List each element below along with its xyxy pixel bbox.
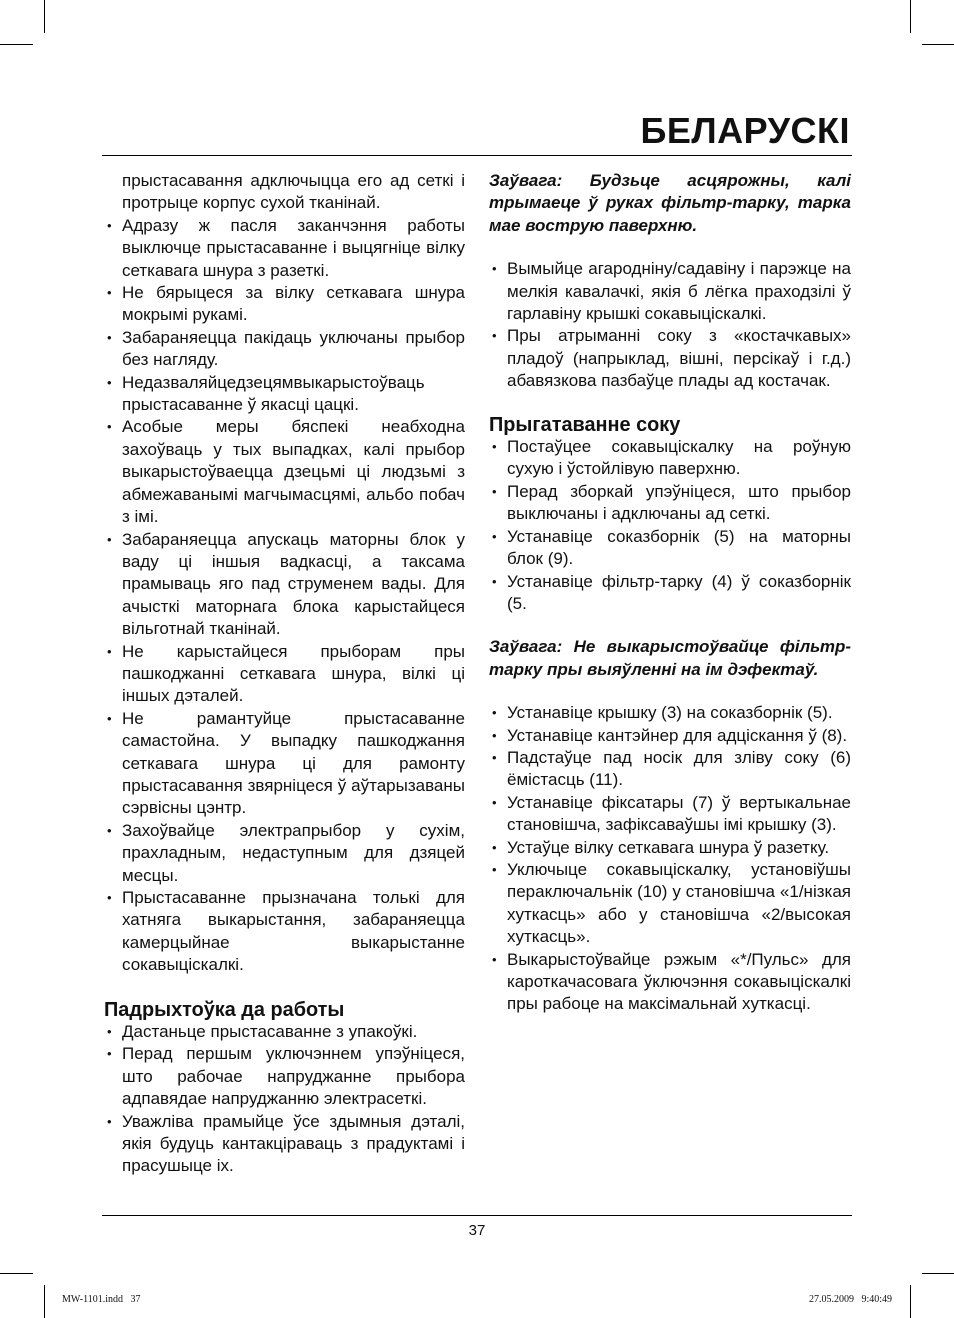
list-item: • Устанавіце фільтр-тарку (4) ў соказборнік (5. [489,571,851,616]
list-item: • Не карыстайцеся прыборам пры пашкоджанні сеткавага шнура, вілкі ці іншых дэталей. [104,641,465,708]
crop-mark [44,1285,45,1318]
crop-mark [922,1273,954,1274]
bottom-rule [102,1215,852,1216]
slug-timestamp: 27.05.2009 9:40:49 [808,1294,892,1305]
list-item: • Устанавіце соказборнік (5) на маторны блок (9). [489,526,851,571]
continuation-paragraph: прыстасавання адключыцца его ад сеткі і протрыце корпус сухой тканінай. [122,171,465,213]
crop-mark [0,1273,33,1274]
page-number: 37 [468,1222,486,1239]
note-grater-warning: Заўвага: Будзьце асцярожны, калі трымаеце ў руках фільтр-тарку, тарка мае вострую паверхню. [489,171,851,235]
crop-mark [44,0,45,33]
assembly-list [489,702,851,1016]
list-item: • Падстаўце пад носік для зліву соку (6) ёмістасць (11). [489,747,851,792]
list-item: • Забараняецца пакідаць уключаны прыбор без нагляду. [104,327,465,372]
list-item: • Вымыйце агароднiну/садавiну і парэжце на мелкія кавалачкі, якія б лёгка праходзілі ў гарлавіну крышкі сокавыціскалкі. [489,258,851,325]
list-item: • Устанавіце крышку (3) на соказборнік (5). [489,702,851,724]
note-grater-defect: Заўвага: Не выкарыстоўвайце фільтр-тарку пры выяўленні на ім дэфектаў. [489,637,851,679]
list-item: • Адразу ж пасля заканчэння работы выключце прыстасаванне і выцягніце вілку сеткавага шнура з разеткі. [104,215,465,282]
left-column [104,170,465,1178]
list-item: • Не бярыцеся за вілку сеткавага шнура мокрымі рукамі. [104,282,465,327]
list-item: • Перад першым уключэннем упэўніцеся, што рабочае напруджанне прыбора адпавядае напруджанню электрасеткі. [104,1043,465,1110]
list-item: • Забараняецца апускаць маторны блок у ваду ці іншыя вадкасці, а таксама прамываць яго пад струменем вады. Для ачысткі маторнага блока карыстайцеся вільготнай тканінай. [104,529,465,641]
preparation-list [104,1021,465,1178]
section-heading-juice: Прыгатаванне соку [489,413,681,436]
list-item: • Пры атрыманні соку з «костачкавых» пладоў (напрыклад, вішні, персікаў і г.д.) абавязкова пазбаўце плады ад костачак. [489,325,851,392]
list-item: • Асобые меры бяспекі неабходна захоўваць у тых выпадках, калі прыбор выкарыстоўваецца дзецьмі ці людзьмі з абмежаванымі магчымасцямі, альбо побач з імі. [104,416,465,528]
list-item: • Недазваляйцедзецямвыкарыстоўваць прыстасаванне ў якасці цацкі. [104,372,465,417]
list-item: • Уключыце сокавыціскалку, установіўшы пераключальнік (10) у становішча «1/нізкая хуткасць» або у становішча «2/высокая хуткасць». [489,859,851,949]
right-column [489,170,851,1016]
list-item: • Устаўце вілку сеткавага шнура ў разетку. [489,837,851,859]
top-rule [102,155,852,156]
list-item: • Дастаньце прыстасаванне з упакоўкі. [104,1021,465,1043]
list-item: • Устанавіце фіксатары (7) ў вертыкальнае становішча, зафіксаваўшы імі крышку (3). [489,792,851,837]
juice-prep-list [489,436,851,615]
safety-list [104,215,465,977]
crop-mark [0,44,33,45]
list-item: • Выкарыстоўвайце рэжым «*/Пульс» для кароткачасовага ўключэння сокавыціскалкі пры рабоце на максімальнай хуткасці. [489,949,851,1016]
crop-mark [910,0,911,33]
section-heading-preparation: Падрыхтоўка да работы [104,998,345,1021]
crop-mark [910,1285,911,1318]
list-item: • Устанавіце кантэйнер для адціскання ў (8). [489,725,851,747]
language-heading: БЕЛАРУСКІ [640,110,850,151]
list-item: • Уважліва прамыйце ўсе здымныя дэталі, якія будуць кантакціраваць з прадуктамі і прасушыце іх. [104,1111,465,1178]
list-item: • Захоўвайце электрапрыбор у сухім, прахладным, недаступным для дзяцей месцы. [104,820,465,887]
list-item: • Не рамантуйце прыстасаванне самастойна. У выпадку пашкоджання сеткавага шнура ці для рамонту прыстасавання звярніцеся ў аўтарызаваны сэрвісны цэнтр. [104,708,465,820]
list-item: • Постаўцее сокавыціскалку на роўную сухую і ўстойлівую паверхню. [489,436,851,481]
fruit-prep-list [489,258,851,392]
crop-mark [922,44,954,45]
slug-file: MW-1101.indd 37 [62,1294,141,1305]
list-item: • Прыстасаванне прызначана толькі для хатняга выкарыстання, забараняецца камерцыйнае выкарыстанне сокавыціскалкі. [104,887,465,977]
list-item: • Перад зборкай упэўніцеся, што прыбор выключаны і адключаны ад сеткі. [489,481,851,526]
